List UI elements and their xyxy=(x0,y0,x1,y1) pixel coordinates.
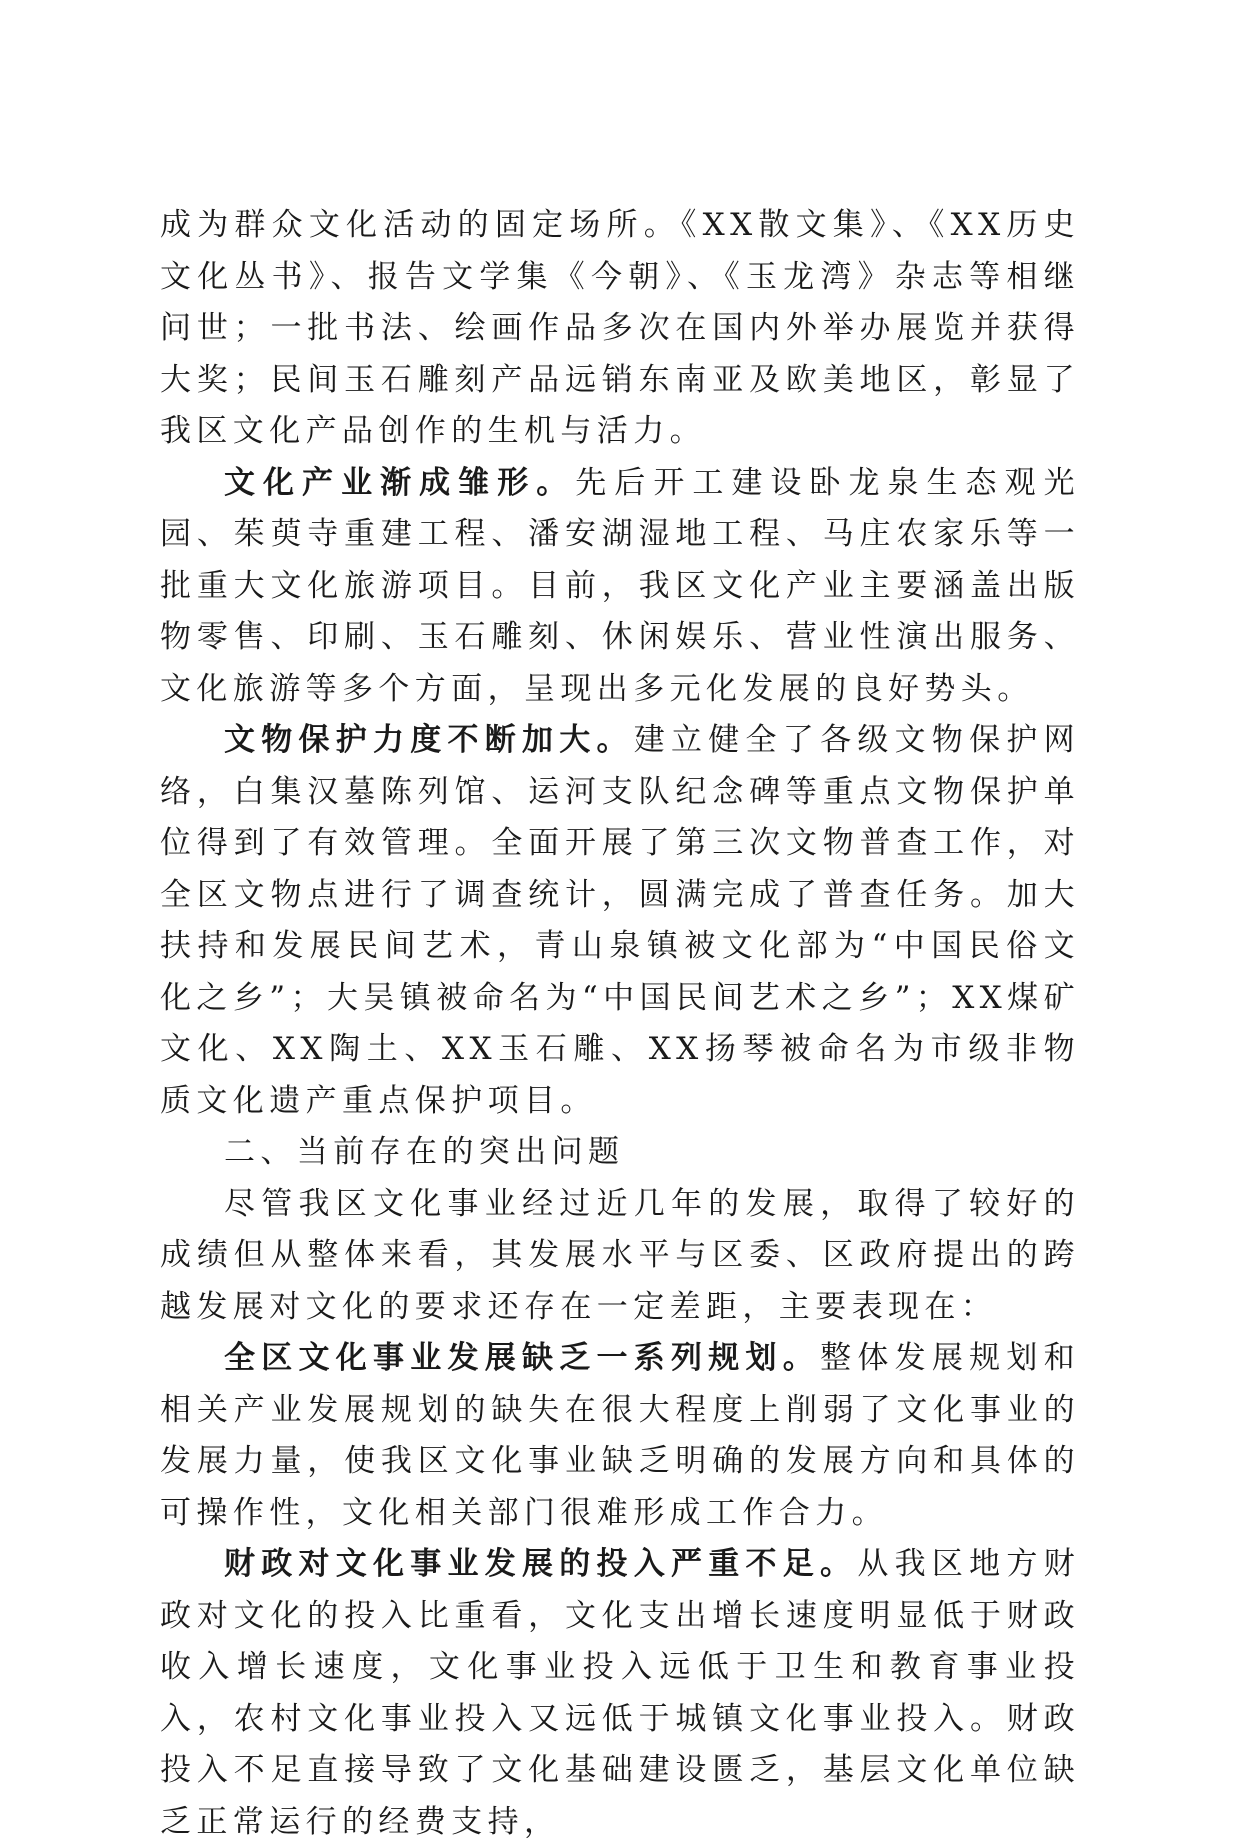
paragraph-heritage-protection xyxy=(160,715,1080,1127)
paragraph-body-lack-of-planning: 整体发展规划和相关产业发展规划的缺失在很大程度上削弱了文化事业的发展力量，使我区文化事业缺乏明确的发展方向和具体的可操作性，文化相关部门很难形成工作合力。 xyxy=(160,1340,1080,1531)
paragraph-lead-cultural-industry: 文化产业渐成雏形。 xyxy=(224,464,576,501)
document-page xyxy=(160,200,1080,1848)
paragraph-body-heritage-protection: 建立健全了各级文物保护网络，白集汉墓陈列馆、运河支队纪念碑等重点文物保护单位得到了有效管理。全面开展了第三次文物普查工作，对全区文物点进行了调查统计，圆满完成了普查任务。加大扶持和发展民间艺术，青山泉镇被文化部为“中国民俗文化之乡”；大吴镇被命名为“中国民间艺术之乡”；XX煤矿文化、XX陶土、XX玉石雕、XX扬琴被命名为市级非物质文化遗产重点保护项目。 xyxy=(160,722,1080,1119)
paragraph-problems-intro: 尽管我区文化事业经过近几年的发展，取得了较好的成绩但从整体来看，其发展水平与区委、区政府提出的跨越发展对文化的要求还存在一定差距，主要表现在： xyxy=(160,1185,1080,1325)
paragraph-lead-lack-of-planning: 全区文化事业发展缺乏一系列规划。 xyxy=(224,1340,821,1376)
paragraph-insufficient-funding xyxy=(160,1539,1080,1848)
paragraph-cultural-industry xyxy=(160,458,1080,716)
paragraph-body-cultural-industry: 先后开工建设卧龙泉生态观光园、茱萸寺重建工程、潘安湖湿地工程、马庄农家乐等一批重大文化旅游项目。目前，我区文化产业主要涵盖出版物零售、印刷、玉石雕刻、休闲娱乐、营业性演出服务、文化旅游等多个方面，呈现出多元化发展的良好势头。 xyxy=(160,464,1080,707)
paragraph-lead-insufficient-funding: 财政对文化事业发展的投入严重不足。 xyxy=(224,1546,858,1582)
paragraph-body-insufficient-funding: 从我区地方财政对文化的投入比重看，文化支出增长速度明显低于财政收入增长速度，文化事业投入远低于卫生和教育事业投入，农村文化事业投入又远低于城镇文化事业投入。财政投入不足直接导致了文化基础建设匮乏，基层文化单位缺乏正常运行的经费支持， xyxy=(160,1546,1080,1840)
paragraph-cultural-products: 成为群众文化活动的固定场所。《XX散文集》、《XX历史文化丛书》、报告文学集《今朝》、《玉龙湾》杂志等相继问世；一批书法、绘画作品多次在国内外举办展览并获得大奖；民间玉石雕刻产品远销东南亚及欧美地区，彰显了我区文化产品创作的生机与活力。 xyxy=(160,207,1080,449)
section-heading-problems: 二、当前存在的突出问题 xyxy=(224,1134,625,1170)
paragraph-lead-heritage-protection: 文物保护力度不断加大。 xyxy=(224,722,634,758)
paragraph-lack-of-planning xyxy=(160,1333,1080,1539)
